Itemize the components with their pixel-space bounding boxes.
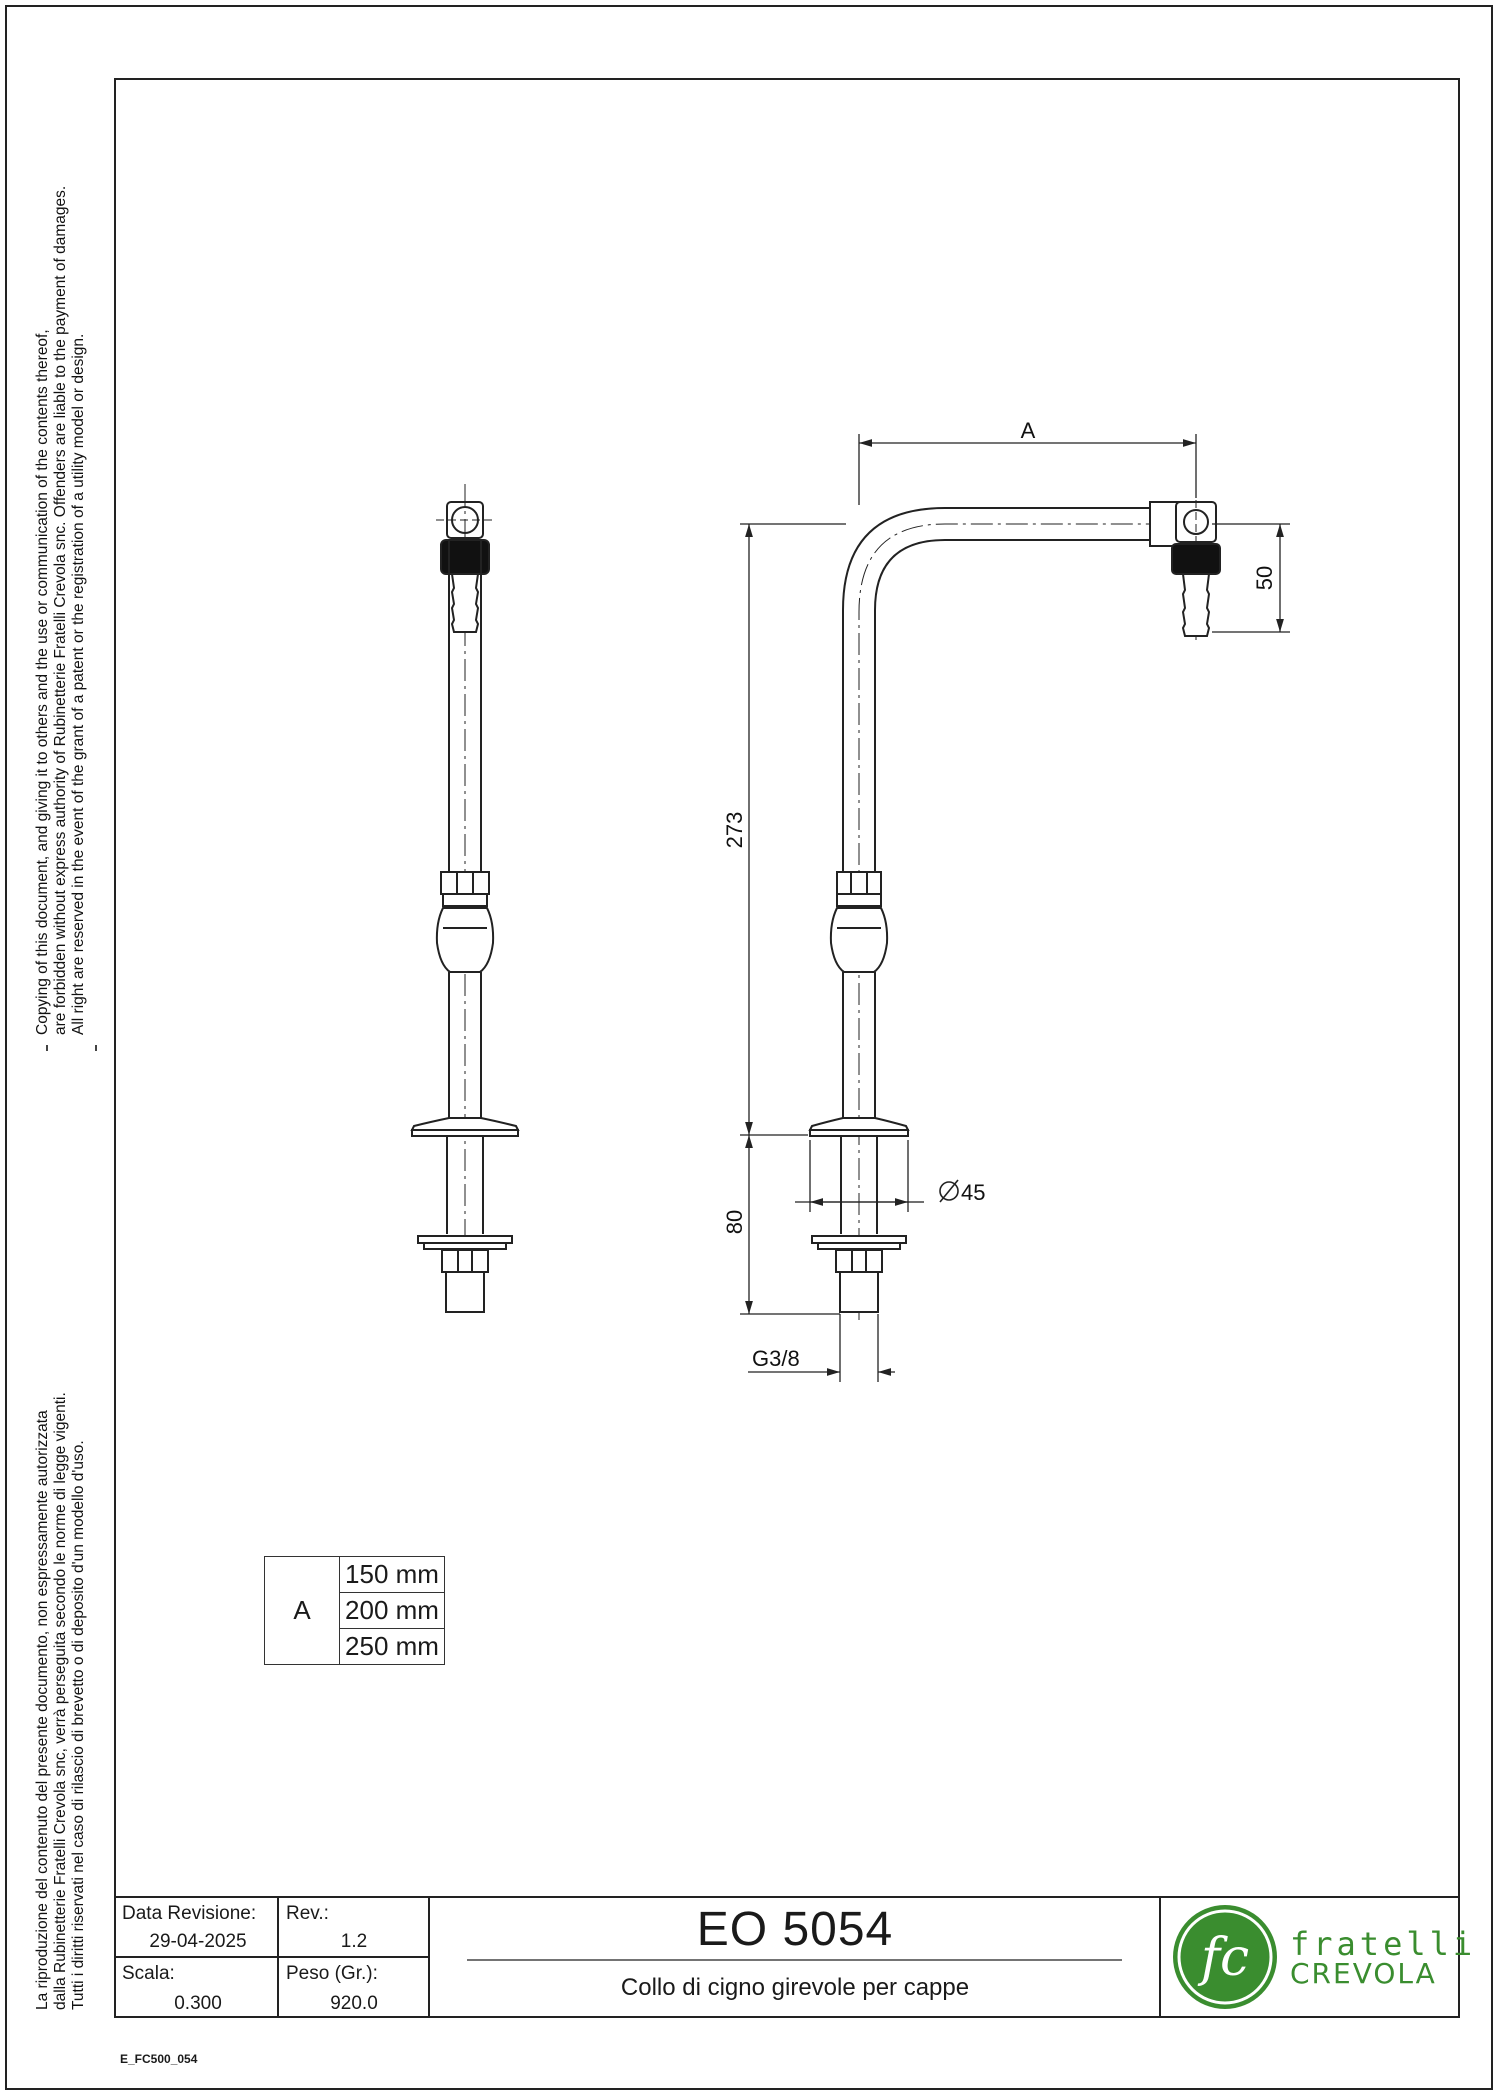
rev-value: 1.2 [340, 1931, 368, 1952]
variants-table-label: A [265, 1557, 340, 1665]
variant-value: 150 mm [340, 1557, 445, 1593]
side-view [412, 484, 518, 1312]
dim-thread-label: G3/8 [752, 1346, 800, 1371]
document-id: E_FC500_054 [120, 2052, 198, 2066]
scale-label: Scala: [122, 1963, 175, 1984]
dim-80-label: 80 [722, 1209, 747, 1235]
brand-monogram: fc [1200, 1928, 1250, 1988]
brand-name-line1: fratelli [1290, 1925, 1477, 1963]
front-view [810, 488, 1220, 1320]
dim-50-label: 50 [1252, 565, 1277, 591]
revision-date-label: Data Revisione: [122, 1903, 257, 1924]
notice-line: Copying of this document, and giving it to others and the use or communication of the contents thereof, [34, 329, 51, 1035]
notice-line: dalla Rubinetterie Fratelli Crevola snc, verrà perseguita secondo le norme di legge vigenti. [52, 1392, 69, 2010]
dim-diameter-label: 45 [961, 1180, 986, 1205]
notice-line: La riproduzione del contenuto del presente documento, non espressamente autorizzata [34, 1410, 51, 2010]
weight-value: 920.0 [330, 1993, 378, 2014]
variant-value: 200 mm [340, 1593, 445, 1629]
scale-value: 0.300 [174, 1993, 222, 2014]
dim-273-label: 273 [722, 811, 747, 849]
product-code: EO 5054 [696, 1903, 894, 1956]
notice-line: are forbidden without express authority of Rubinetterie Fratelli Crevola snc. Offenders are liable to the payment of damages. [52, 185, 69, 1035]
variants-table [264, 1556, 445, 1665]
weight-label: Peso (Gr.): [286, 1963, 378, 1984]
variant-value: 250 mm [340, 1629, 445, 1665]
diameter-symbol [940, 1180, 958, 1202]
brand-name-line2: CREVOLA [1290, 1957, 1437, 1990]
product-description: Collo di cigno girevole per cappe [620, 1974, 970, 2001]
rev-label: Rev.: [286, 1903, 329, 1924]
dim-a-label: A [1020, 418, 1036, 443]
notice-line: Tutti i diritti riservati nel caso di rilascio di brevetto o di deposito d'un modello d'uso. [70, 1440, 87, 2010]
notice-line: All right are reserved in the event of the grant of a patent or the registration of a utility model or design. [70, 333, 87, 1035]
revision-date-value: 29-04-2025 [149, 1931, 247, 1952]
